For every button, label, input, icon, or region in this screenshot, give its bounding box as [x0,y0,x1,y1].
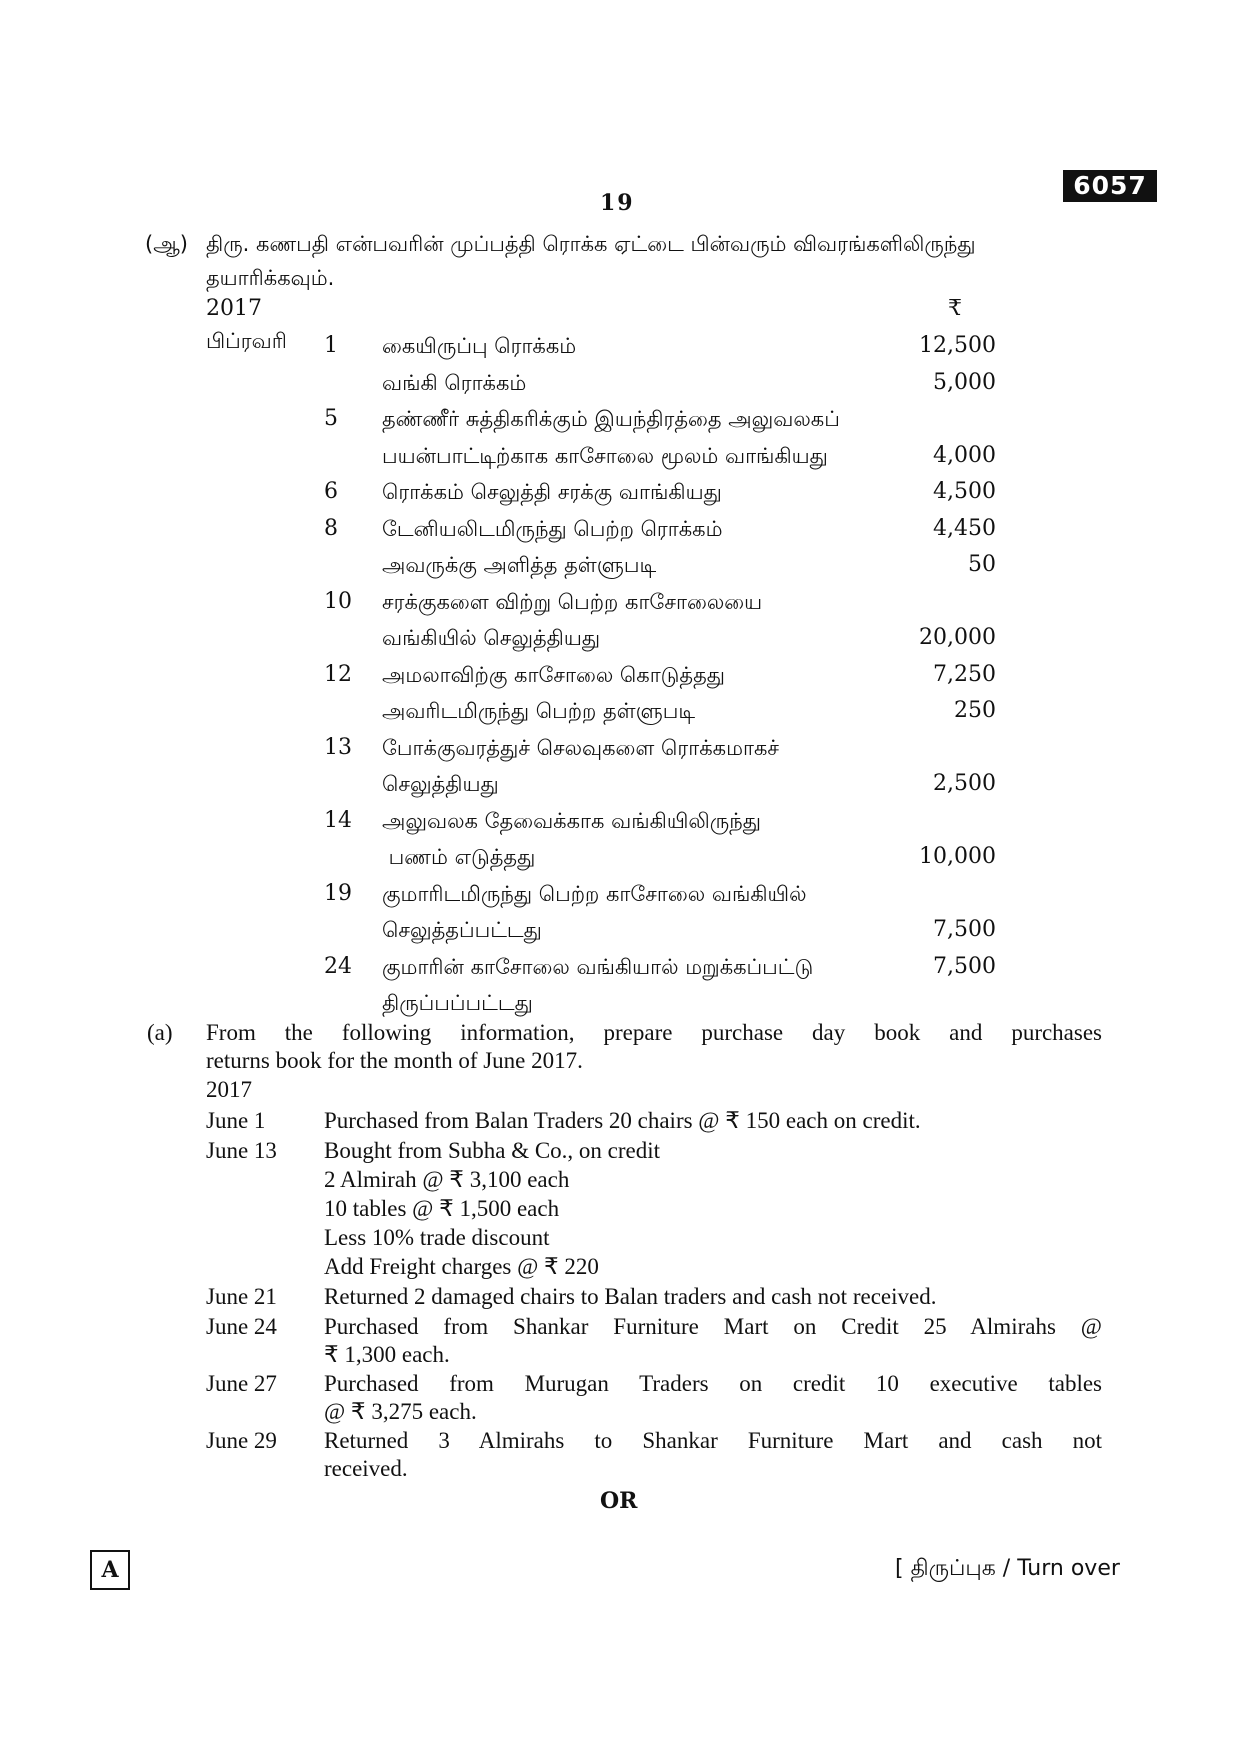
tamil-row-amount: 4,500 [933,479,996,504]
tamil-row-amount: 20,000 [919,625,996,650]
tamil-row-amount: 4,000 [933,443,996,468]
tamil-row-description: சரக்குகளை விற்று பெற்ற காசோலையை [382,590,763,614]
english-row-description: received. [324,1456,408,1481]
english-question-line-2: returns book for the month of June 2017. [206,1048,583,1073]
tamil-year: 2017 [206,296,262,321]
tamil-row-amount: 10,000 [919,844,996,869]
english-row-description: Returned 2 damaged chairs to Balan traders and cash not received. [324,1284,937,1309]
tamil-row-amount: 4,450 [933,516,996,541]
tamil-row-amount [856,402,996,436]
page-number: 19 [600,190,635,216]
english-row-description: ₹ 1,300 each. [324,1342,450,1367]
english-row [206,1107,1102,1135]
tamil-row-description: அவருக்கு அளித்த தள்ளுபடி [382,553,657,577]
tamil-row-description: கையிருப்பு ரொக்கம் [382,334,577,358]
tamil-row-description: போக்குவரத்துச் செலவுகளை ரொக்கமாகச் [382,736,780,760]
english-row-description: Purchased from Balan Traders 20 chairs @ ₹ 150 each on credit. [324,1108,921,1133]
tamil-row-day: 13 [324,735,352,760]
tamil-row-amount: 7,500 [933,917,996,942]
tamil-row-description: குமாரிடமிருந்து பெற்ற காசோலை வங்கியில் [382,882,807,906]
tamil-row-description: வங்கி ரொக்கம் [382,371,527,395]
tamil-row-description: செலுத்தியது [382,772,499,796]
english-row-description: Purchased from Murugan Traders on credit 10 executive tables [324,1371,1102,1396]
english-row-description: @ ₹ 3,275 each. [324,1399,477,1424]
english-row-description: 10 tables @ ₹ 1,500 each [324,1196,560,1221]
tamil-row-description: பணம் எடுத்தது [382,845,536,869]
tamil-row-amount [856,986,996,1020]
tamil-row-day: 1 [324,333,338,358]
version-box: A [90,1550,130,1590]
question-paper-code: 6057 [1063,170,1157,202]
english-row [206,1224,1102,1252]
tamil-row-amount: 250 [954,698,996,723]
english-row-date: June 27 [206,1371,277,1396]
english-row [206,1427,1102,1455]
tamil-row-description: ரொக்கம் செலுத்தி சரக்கு வாங்கியது [382,480,722,504]
tamil-row-description: செலுத்தப்பட்டது [382,918,542,942]
english-question-line-1: From the following information, prepare purchase day book and purchases [206,1020,1102,1045]
tamil-row-amount [856,804,996,838]
tamil-row-day: 5 [324,406,338,431]
english-row-date: June 13 [206,1138,277,1163]
tamil-row-description: திருப்பப்பட்டது [382,991,533,1015]
english-row-description: Purchased from Shankar Furniture Mart on Credit 25 Almirahs @ [324,1314,1102,1339]
english-row [206,1283,1102,1311]
english-year: 2017 [206,1077,252,1102]
tamil-row-amount: 5,000 [933,370,996,395]
turn-over-text: [ திருப்புக / Turn over [895,1556,1120,1581]
tamil-row-amount: 50 [968,552,996,577]
tamil-row-amount [856,731,996,765]
tamil-row-day: 8 [324,516,338,541]
english-row [206,1166,1102,1194]
english-row [206,1341,1102,1369]
english-row-date: June 24 [206,1314,277,1339]
english-row [206,1313,1102,1341]
english-row [206,1455,1102,1483]
tamil-row-description: அலுவலக தேவைக்காக வங்கியிலிருந்து [382,809,761,833]
tamil-row-description: அவரிடமிருந்து பெற்ற தள்ளுபடி [382,699,696,723]
tamil-row-description: பயன்பாட்டிற்காக காசோலை மூலம் வாங்கியது [382,444,828,468]
english-question-marker: (a) [147,1020,173,1045]
english-row [206,1253,1102,1281]
or-separator: OR [600,1488,638,1514]
english-row-date: June 29 [206,1428,277,1453]
english-row [206,1370,1102,1398]
english-row-date: June 21 [206,1284,277,1309]
tamil-row-day: 6 [324,479,338,504]
tamil-row-amount: 7,500 [933,954,996,979]
tamil-row-amount: 7,250 [933,662,996,687]
english-row [206,1195,1102,1223]
tamil-row-amount: 12,500 [919,333,996,358]
tamil-row-amount [856,877,996,911]
tamil-row-day: 24 [324,954,352,979]
tamil-row-description: வங்கியில் செலுத்தியது [382,626,601,650]
tamil-row-day: 12 [324,662,352,687]
english-row [206,1137,1102,1165]
english-row [206,1398,1102,1426]
tamil-row-day: 14 [324,808,352,833]
tamil-row-description: அமலாவிற்கு காசோலை கொடுத்தது [382,663,725,687]
english-row-description: Add Freight charges @ ₹ 220 [324,1254,599,1279]
tamil-row-day: 19 [324,881,352,906]
tamil-question-line-2: தயாரிக்கவும். [206,266,335,290]
tamil-row-day: 10 [324,589,352,614]
english-row-date: June 1 [206,1108,266,1133]
tamil-question-line-1: திரு. கணபதி என்பவரின் முப்பத்தி ரொக்க ஏட்டை பின்வரும் விவரங்களிலிருந்து [206,232,976,256]
tamil-row-description: குமாரின் காசோலை வங்கியால் மறுக்கப்பட்டு [382,955,814,979]
currency-symbol: ₹ [948,296,962,321]
english-row-description: Returned 3 Almirahs to Shankar Furniture Mart and cash not [324,1428,1102,1453]
tamil-row-amount: 2,500 [933,771,996,796]
english-row-description: 2 Almirah @ ₹ 3,100 each [324,1167,570,1192]
tamil-row-amount [856,585,996,619]
english-row-description: Bought from Subha & Co., on credit [324,1138,661,1163]
tamil-question-marker: (ஆ) [145,232,188,256]
english-row-description: Less 10% trade discount [324,1225,550,1250]
tamil-row-description: தண்ணீர் சுத்திகரிக்கும் இயந்திரத்தை அலுவலகப் [382,407,840,431]
tamil-month: பிப்ரவரி [206,329,287,353]
tamil-row-description: டேனியலிடமிருந்து பெற்ற ரொக்கம் [382,517,723,541]
